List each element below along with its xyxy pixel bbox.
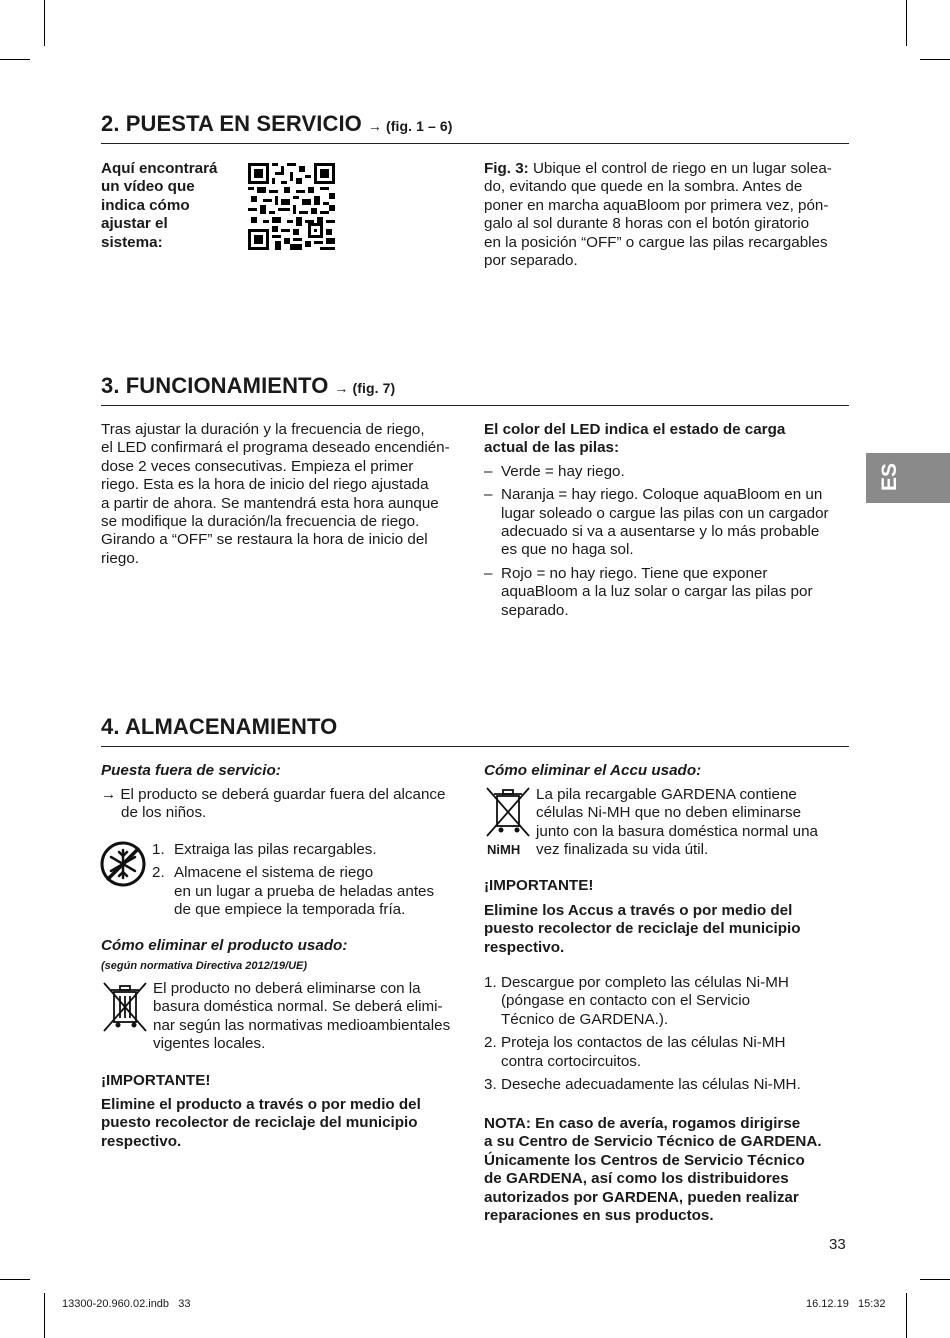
step-number: 1. — [152, 841, 165, 858]
dash: – — [484, 564, 493, 582]
importante-line: puesto recolector de reciclaje del municipio — [101, 1114, 418, 1132]
video-text-line: un vídeo que — [101, 178, 195, 196]
led-item-line: aquaBloom a la luz solar o cargar las pilas por — [501, 583, 813, 601]
accu-line: células Ni-MH que no deben eliminarse — [536, 804, 802, 822]
arrow-note-line: → El producto se deberá guardar fuera del alcance — [101, 786, 446, 803]
step-number: 2. — [152, 864, 165, 882]
eliminar-producto-heading: Cómo eliminar el producto usado: — [101, 937, 348, 954]
normativa-note: (según normativa Directiva 2012/19/UE) — [101, 960, 308, 972]
importante-line: Elimine los Accus a través o por medio del — [484, 902, 793, 919]
led-status — [484, 421, 854, 620]
step-number: 2. — [484, 1034, 497, 1052]
nota-line: NOTA: En caso de avería, rogamos dirigirse — [484, 1115, 801, 1132]
video-text-line: indica cómo — [101, 196, 190, 214]
led-heading-line: El color del LED indica el estado de carga — [484, 421, 786, 438]
fig3-line: galo al sol durante 8 horas con el botón giratorio — [484, 215, 810, 233]
accu-line: junto con la basura doméstica normal una — [536, 822, 818, 840]
arrow-note — [101, 786, 471, 823]
weee-text — [153, 980, 473, 1054]
weee-line: El producto no deberá eliminarse con la — [153, 980, 421, 997]
weee-line: basura doméstica normal. Se deberá elimi- — [153, 998, 443, 1016]
crossed-battery-bin-icon — [484, 786, 532, 838]
section-2-figure-ref: → (fig. 1 – 6) — [367, 118, 453, 134]
led-item-line: Rojo = no hay riego. Tiene que exponer — [501, 564, 768, 582]
step-line: (póngase en contacto con el Servicio — [501, 992, 751, 1010]
importante-label-right: ¡IMPORTANTE! — [484, 877, 594, 894]
footer-file: 13300-20.960.02.indb 33 — [62, 1298, 191, 1310]
no-frost-icon — [99, 840, 147, 888]
fig3-line: Ubique el control de riego en un lugar solea- — [532, 160, 832, 177]
step-line: contra cortocircuitos. — [501, 1052, 642, 1070]
funcionamiento-text — [101, 421, 471, 568]
paragraph-line: el LED confirmará el programa deseado encendién- — [101, 439, 450, 457]
led-item-line: adecuado si va a ausentarse y lo más probable — [501, 523, 820, 541]
importante-label-left: ¡IMPORTANTE! — [101, 1072, 211, 1089]
step-line: Extraiga las pilas recargables. — [174, 841, 377, 858]
crop-mark — [906, 1293, 907, 1338]
paragraph-line: Tras ajustar la duración y la frecuencia de riego, — [101, 421, 425, 438]
video-text-line: ajustar el — [101, 215, 168, 233]
paragraph-line: a partir de ahora. Se mantendrá esta hora aunque — [101, 494, 439, 512]
video-text-line: sistema: — [101, 233, 163, 251]
section-4-title: 4. ALMACENAMIENTO — [101, 714, 338, 739]
video-text-line: Aquí encontrará — [101, 160, 218, 177]
led-item-line: Verde = hay riego. — [501, 462, 625, 480]
crop-mark — [0, 59, 30, 60]
led-heading-line: actual de las pilas: — [484, 439, 620, 457]
step-line: Almacene el sistema de riego — [174, 864, 374, 882]
step-line: Descargue por completo las células Ni-MH — [501, 974, 789, 991]
storage-steps — [152, 841, 472, 920]
section-2-rule — [101, 143, 849, 144]
nota-text — [484, 1115, 864, 1225]
crop-mark — [0, 1279, 30, 1280]
nota-line: de GARDENA, así como los distribuidores — [484, 1170, 789, 1188]
importante-text-right — [484, 902, 854, 957]
importante-line: Elimine el producto a través o por medio del — [101, 1096, 421, 1113]
section-4-rule — [101, 746, 849, 747]
footer-timestamp: 16.12.19 15:32 — [806, 1298, 886, 1310]
step-line: en un lugar a prueba de heladas antes — [174, 882, 435, 900]
crossed-bin-icon — [101, 980, 149, 1034]
led-item-line: lugar soleado o cargue las pilas con un cargador — [501, 504, 829, 522]
section-3-figure-ref: → (fig. 7) — [334, 380, 396, 396]
importante-line: puesto recolector de reciclaje del municipio — [484, 920, 801, 938]
nota-line: Únicamente los Centros de Servicio Técnico — [484, 1151, 805, 1169]
section-3-heading — [101, 373, 395, 399]
storage-step — [152, 864, 472, 919]
step-line: Deseche adecuadamente las células Ni-MH. — [501, 1076, 801, 1094]
fig3-line: do, evitando que quede en la sombra. Antes de — [484, 178, 803, 196]
puesta-fuera-heading: Puesta fuera de servicio: — [101, 762, 281, 779]
led-list — [484, 463, 854, 620]
weee-line: nar según las normativas medioambientales — [153, 1016, 451, 1034]
nota-line: reparaciones en sus productos. — [484, 1207, 714, 1225]
language-tab-label: ES — [878, 462, 901, 491]
language-tab — [866, 453, 950, 503]
led-item-red — [484, 565, 854, 620]
led-item-green — [484, 463, 854, 481]
storage-step — [152, 841, 472, 859]
paragraph-line: riego. — [101, 549, 139, 567]
importante-line: respectivo. — [484, 938, 565, 956]
weee-line: vigentes locales. — [153, 1035, 266, 1053]
step-line: Proteja los contactos de las células Ni-MH — [501, 1034, 786, 1052]
led-item-line: separado. — [501, 601, 569, 619]
fig3-label: Fig. 3: — [484, 160, 529, 177]
led-item-line: Naranja = hay riego. Coloque aquaBloom en un — [501, 486, 823, 504]
arrow-note-line: de los niños. — [121, 804, 207, 822]
accu-step — [484, 974, 854, 1029]
page-number: 33 — [829, 1236, 846, 1253]
section-3-title: 3. FUNCIONAMIENTO — [101, 373, 329, 398]
step-number: 1. — [484, 974, 497, 991]
section-2-heading — [101, 111, 453, 137]
importante-line: respectivo. — [101, 1132, 182, 1150]
video-text — [101, 160, 217, 252]
accu-steps — [484, 974, 854, 1094]
fig3-line: poner en marcha aquaBloom por primera vez, pón- — [484, 196, 829, 214]
step-line: de que empiece la temporada fría. — [174, 901, 406, 919]
accu-text — [536, 786, 856, 860]
dash: – — [484, 462, 493, 480]
accu-line: vez finalizada su vida útil. — [536, 841, 709, 859]
section-4-heading — [101, 714, 337, 740]
crop-mark — [44, 0, 45, 46]
section-3-rule — [101, 405, 849, 406]
accu-step — [484, 1076, 854, 1094]
led-item-orange — [484, 486, 854, 560]
qr-code-icon[interactable] — [248, 163, 335, 250]
led-item-line: es que no haga sol. — [501, 541, 634, 559]
paragraph-line: Girando a “OFF” se restaura la hora de inicio del — [101, 531, 428, 549]
nota-line: autorizados por GARDENA, pueden realizar — [484, 1188, 799, 1206]
step-number: 3. — [484, 1076, 497, 1094]
nota-line: a su Centro de Servicio Técnico de GARDENA. — [484, 1133, 822, 1151]
crop-mark — [920, 1279, 950, 1280]
crop-mark — [44, 1293, 45, 1338]
fig3-line: por separado. — [484, 252, 578, 270]
paragraph-line: dose 2 veces consecutivas. Empieza el primer — [101, 457, 414, 475]
importante-text-left — [101, 1096, 471, 1151]
eliminar-accu-heading: Cómo eliminar el Accu usado: — [484, 762, 702, 779]
accu-line: La pila recargable GARDENA contiene — [536, 786, 797, 803]
nimh-label: NiMH — [487, 842, 521, 857]
paragraph-line: se modifique la duración/la frecuencia de riego. — [101, 513, 420, 531]
crop-mark — [920, 59, 950, 60]
section-2-title: 2. PUESTA EN SERVICIO — [101, 111, 362, 136]
crop-mark — [906, 0, 907, 46]
paragraph-line: riego. Esta es la hora de inicio del riego ajustada — [101, 476, 429, 494]
accu-step — [484, 1034, 854, 1071]
step-line: Técnico de GARDENA.). — [501, 1010, 669, 1028]
fig3-text — [484, 160, 854, 270]
dash: – — [484, 486, 493, 504]
fig3-line: en la posición “OFF” o cargue las pilas recargables — [484, 233, 828, 251]
